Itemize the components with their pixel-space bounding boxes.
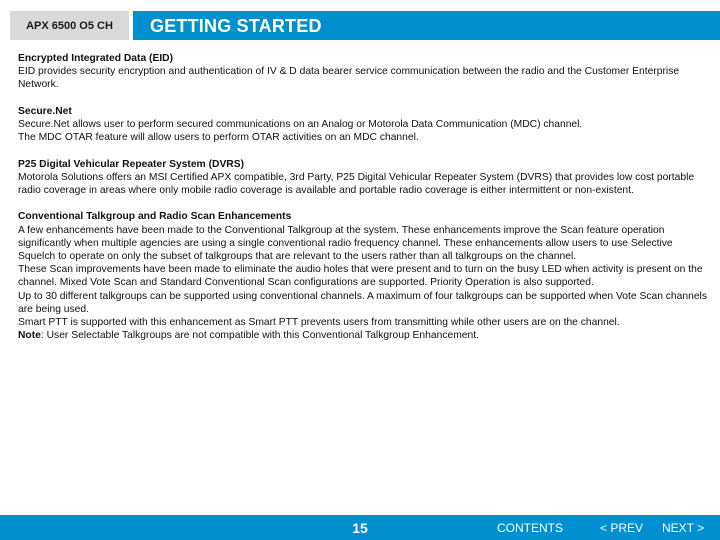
section-paragraph: Smart PTT is supported with this enhancement as Smart PTT prevents users from transmitting while other users are on the channel. <box>18 317 620 329</box>
section-securenet <box>18 105 708 145</box>
section-paragraph: Up to 30 different talkgroups can be supported using conventional channels. A maximum of four talkgroups can be supported when Vote Scan channels are being used. <box>18 290 707 315</box>
section-dvrs <box>18 158 708 198</box>
prev-page-link[interactable]: < PREV <box>600 520 644 535</box>
section-paragraph: Motorola Solutions offers an MSI Certified APX compatible, 3rd Party, P25 Digital Vehicular Repeater System (DVRS) that provides low cost portable radio coverage in areas where only mobile radio coverage is available and portable radio coverage is either intermittent or non-existent. <box>18 171 695 196</box>
header-tab <box>10 11 129 40</box>
contents-link[interactable]: CONTENTS <box>497 520 563 535</box>
section-title: Secure.Net <box>18 105 72 117</box>
section-paragraph: These Scan improvements have been made to eliminate the audio holes that were present and to turn on the busy LED when activity is present on the channel. Mixed Vote Scan and Standard Conventional Scan configurations are supported. Priority Operation is also supported. <box>18 264 703 289</box>
note-label: Note <box>18 330 41 342</box>
page-number: 15 <box>352 519 368 536</box>
next-page-link[interactable]: NEXT > <box>662 520 705 535</box>
section-conventional-talkgroup <box>18 210 708 342</box>
header-bar <box>133 11 720 40</box>
section-title: Conventional Talkgroup and Radio Scan Enhancements <box>18 211 292 223</box>
section-paragraph: The MDC OTAR feature will allow users to perform OTAR activities on an MDC channel. <box>18 132 419 144</box>
section-eid <box>18 52 708 92</box>
page-title: GETTING STARTED <box>150 16 322 36</box>
note-text: : User Selectable Talkgroups are not compatible with this Conventional Talkgroup Enhancement. <box>40 330 479 342</box>
section-title: Encrypted Integrated Data (EID) <box>18 53 174 64</box>
document-id-label: APX 6500 O5 CH <box>26 19 113 32</box>
note <box>18 329 708 342</box>
section-paragraph: Secure.Net allows user to perform secured communications on an Analog or Motorola Data Communication (MDC) channel. <box>18 119 583 130</box>
section-paragraph: EID provides security encryption and authentication of IV & D data bearer service communication between the radio and the Customer Enterprise Network. <box>18 66 680 91</box>
page-content <box>18 52 708 356</box>
section-paragraph: A few enhancements have been made to the Conventional Talkgroup at the system. These enhancements improve the Scan feature operation significantly when multiple agencies are using a single conventional radio frequency channel. These enhancements allow users to use Selective Squelch to operate on only the subset of talkgroups that are relevant to the users rather than all talkgroups on the channel. <box>18 224 673 262</box>
section-title: P25 Digital Vehicular Repeater System (DVRS) <box>18 158 245 170</box>
